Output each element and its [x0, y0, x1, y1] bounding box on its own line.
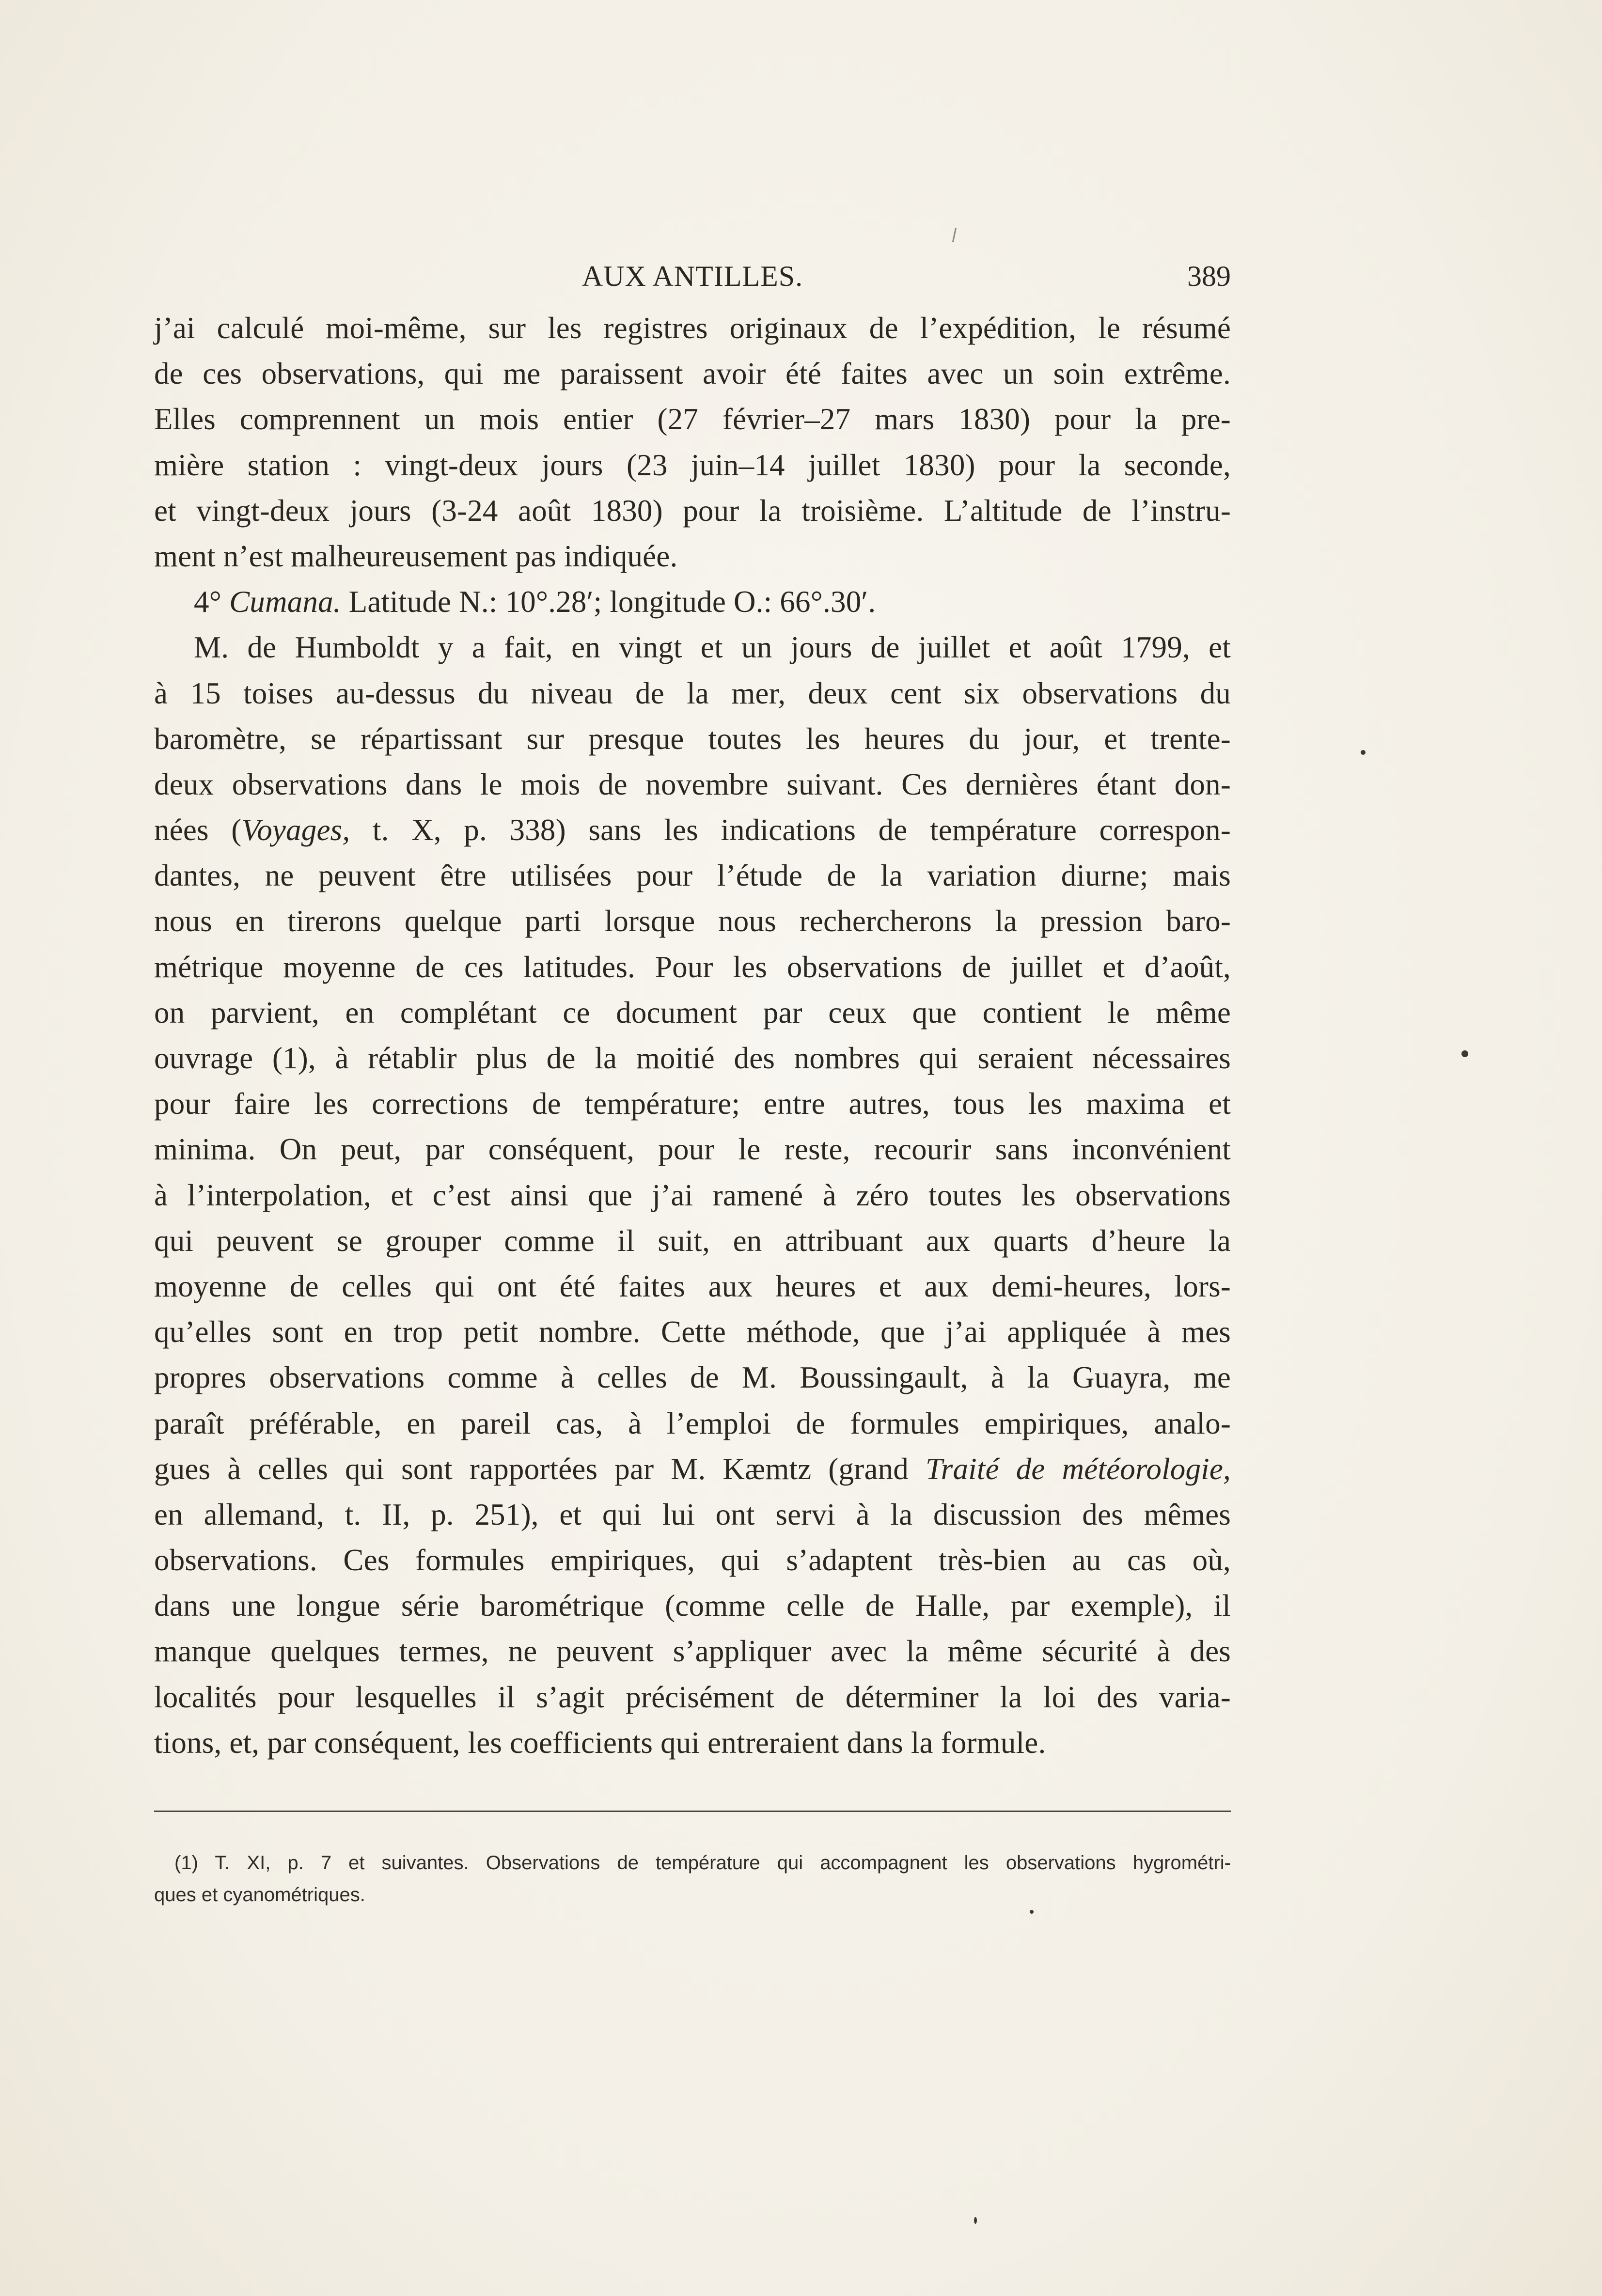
text-line-traite [154, 1446, 1231, 1492]
text-line-voyages [154, 807, 1231, 853]
text-line: à l’interpolation, et c’est ainsi que j’ai ramené à zéro toutes les observations [154, 1178, 1231, 1212]
italic-title-traite: Traité de météorologie, [926, 1452, 1231, 1486]
text-line: qui peuvent se grouper comme il suit, en attribuant aux quarts d’heure la [154, 1223, 1231, 1258]
text-line: observations. Ces formules empiriques, qui s’adaptent très-bien au cas où, [154, 1543, 1231, 1578]
text-fragment: gues à celles qui sont rapportées par M. Kæmtz (grand [154, 1452, 926, 1486]
text-line: baromètre, se répartissant sur presque toutes les heures du jour, et trente- [154, 721, 1231, 756]
text-line: dans une longue série barométrique (comme celle de Halle, par exemple), il [154, 1589, 1231, 1623]
ink-speck [1461, 1050, 1468, 1057]
text-line: à 15 toises au-dessus du niveau de la mer, deux cent six observations du [154, 676, 1231, 710]
text-line: mière station : vingt-deux jours (23 juin–14 juillet 1830) pour la seconde, [154, 448, 1231, 482]
text-line: propres observations comme à celles de M. Boussingault, à la Guayra, me [154, 1360, 1231, 1395]
text-line: ouvrage (1), à rétablir plus de la moitié des nombres qui seraient nécessaires [154, 1041, 1231, 1075]
pencil-mark [952, 228, 957, 242]
ink-speck [974, 2217, 977, 2224]
text-line: on parvient, en complétant ce document par ceux que contient le même [154, 995, 1231, 1030]
text-line: métrique moyenne de ces latitudes. Pour les observations de juillet et d’août, [154, 950, 1231, 984]
footnote-line: ques et cyanométriques. [154, 1884, 365, 1906]
running-title: AUX ANTILLES. [581, 260, 803, 292]
italic-title-voyages: Voyages, [241, 813, 350, 847]
text-line: ment n’est malheureusement pas indiquée. [154, 539, 678, 573]
text-line: tions, et, par conséquent, les coefficients qui entreraient dans la formule. [154, 1725, 1046, 1760]
text-line: M. de Humboldt y a fait, en vingt et un jours de juillet et août 1799, et [194, 630, 1231, 665]
text-line: localités pour lesquelles il s’agit précisément de déterminer la loi des varia- [154, 1680, 1231, 1714]
text-fragment: nées ( [154, 813, 242, 847]
page-header [154, 252, 1231, 300]
text-line: minima. On peut, par conséquent, pour le reste, recourir sans inconvénient [154, 1132, 1231, 1167]
text-fragment: t. X, p. 338) sans les indications de température correspon- [350, 813, 1231, 847]
text-line: nous en tirerons quelque parti lorsque nous rechercherons la pression baro- [154, 904, 1231, 938]
text-line: dantes, ne peuvent être utilisées pour l’étude de la variation diurne; mais [154, 859, 1231, 893]
text-line: j’ai calculé moi-même, sur les registres originaux de l’expédition, le résumé [154, 311, 1231, 345]
section-place-name: Cumana. [229, 585, 341, 619]
text-line: moyenne de celles qui ont été faites aux heures et aux demi-heures, lors- [154, 1269, 1231, 1303]
ink-speck [1361, 750, 1366, 755]
footnote-line: (1) T. XI, p. 7 et suivantes. Observations de température qui accompagnent les observations hygrométri- [174, 1852, 1231, 1874]
text-line: Elles comprennent un mois entier (27 février–27 mars 1830) pour la pre- [154, 402, 1231, 437]
text-line: qu’elles sont en trop petit nombre. Cette méthode, que j’ai appliquée à mes [154, 1315, 1231, 1349]
text-line: pour faire les corrections de température; entre autres, tous les maxima et [154, 1087, 1231, 1121]
body-text [154, 305, 1231, 1765]
footnote [154, 1847, 1231, 1911]
text-line: en allemand, t. II, p. 251), et qui lui ont servi à la discussion des mêmes [154, 1497, 1231, 1531]
text-line: deux observations dans le mois de novembre suivant. Ces dernières étant don- [154, 767, 1231, 801]
page-number: 389 [1187, 260, 1231, 292]
footnote-divider [154, 1811, 1231, 1812]
text-line: manque quelques termes, ne peuvent s’appliquer avec la même sécurité à des [154, 1634, 1231, 1669]
text-line: et vingt-deux jours (3-24 août 1830) pour la troisième. L’altitude de l’instru- [154, 493, 1231, 528]
section-coordinates: Latitude N.: 10°.28′; longitude O.: 66°.30′. [348, 585, 876, 619]
section-heading-cumana [154, 579, 1231, 625]
section-number: 4° [194, 585, 222, 619]
text-line: de ces observations, qui me paraissent avoir été faites avec un soin extrême. [154, 357, 1231, 391]
text-line: paraît préférable, en pareil cas, à l’emploi de formules empiriques, analo- [154, 1406, 1231, 1440]
ink-speck [1030, 1910, 1034, 1914]
